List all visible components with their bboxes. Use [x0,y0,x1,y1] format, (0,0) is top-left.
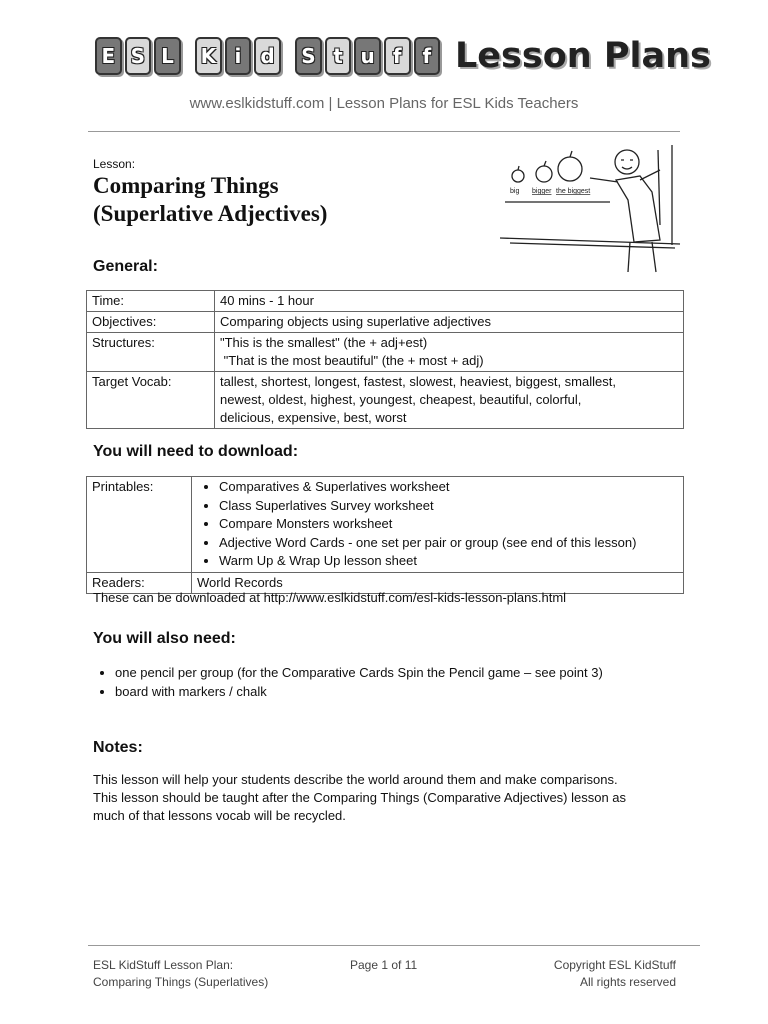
row-label: Structures: [87,333,215,372]
logo-tile: f [414,37,441,75]
list-item: • Warm Up & Wrap Up lesson sheet [219,552,678,571]
download-heading: You will need to download: [93,443,299,460]
row-label: Readers: [87,572,192,593]
footer-divider [88,945,700,946]
row-value [215,333,684,372]
row-line: 40 mins - 1 hour [220,293,314,308]
also-need-heading: You will also need: [93,630,236,647]
logo-tile: t [325,37,352,75]
printables-list [197,478,678,571]
table-row [87,291,684,312]
brand-title: Lesson Plans [455,36,711,76]
lesson-title-line: Comparing Things [93,173,279,198]
illustration-label: the biggest [556,188,591,195]
lesson-label: Lesson: [93,157,136,171]
lesson-title-line: (Superlative Adjectives) [93,201,328,226]
row-label: Objectives: [87,312,215,333]
logo-tile: d [254,37,281,75]
general-heading: General: [93,258,158,275]
logo-tile: i [225,37,252,75]
big-apple-icon [558,157,582,181]
page-number: Page 1 of 11 [350,958,418,972]
logo-tile: L [154,37,181,75]
row-value [215,372,684,429]
row-value: World Records [192,572,684,593]
footer-line: Copyright ESL KidStuff [553,958,676,972]
list-item: • board with markers / chalk [115,683,715,702]
notes-line: This lesson will help your students describe the world around them and make comparisons. [93,772,618,787]
list-item: • Compare Monsters worksheet [219,515,678,534]
footer-line: Comparing Things (Superlatives) [93,975,269,989]
lesson-title [93,172,327,228]
logo-tile: S [125,37,152,75]
row-value [215,312,684,333]
teacher-illustration [500,140,685,275]
notes-line: much of that lessons vocab will be recycled. [93,808,346,823]
small-apple-icon [512,170,524,182]
teacher-head-icon [615,150,639,174]
footer-line: All rights reserved [579,975,676,989]
also-need-list [93,664,715,701]
logo-tile: S [295,37,322,75]
footer-line: ESL KidStuff Lesson Plan: [93,958,234,972]
site-line: www.eslkidstuff.com | Lesson Plans for ESL Kids Teachers [189,95,579,112]
list-item: • Adjective Word Cards - one set per pair or group (see end of this lesson) [219,534,678,553]
download-table [86,476,684,594]
row-line: Comparing objects using superlative adjectives [220,314,491,329]
logo-tile: E [95,37,122,75]
row-line: delicious, expensive, best, worst [220,410,407,425]
row-line: tallest, shortest, longest, fastest, slowest, heaviest, biggest, smallest, [220,374,616,389]
table-row [87,372,684,429]
illustration-label: bigger [532,188,552,195]
download-note: These can be downloaded at http://www.eslkidstuff.com/esl-kids-lesson-plans.html [93,590,567,605]
footer-left [93,957,268,991]
row-label: Target Vocab: [87,372,215,429]
table-row [87,312,684,333]
notes-body [93,771,693,825]
medium-apple-icon [536,166,552,182]
illustration-label: big [510,188,520,195]
general-table [86,290,684,429]
list-item: • one pencil per group (for the Comparative Cards Spin the Pencil game – see point 3) [115,664,715,683]
header-divider [88,131,680,132]
row-line: newest, oldest, highest, youngest, cheapest, beautiful, colorful, [220,392,582,407]
footer-right [554,957,676,991]
list-item: • Comparatives & Superlatives worksheet [219,478,678,497]
list-item: • Class Superlatives Survey worksheet [219,497,678,516]
row-line: "That is the most beautiful" (the + most + adj) [220,353,484,368]
row-line: "This is the smallest" (the + adj+est) [220,335,428,350]
table-row [87,333,684,372]
logo-tile: f [384,37,411,75]
notes-line: This lesson should be taught after the Comparing Things (Comparative Adjectives) lesson as [93,790,627,805]
table-row [87,477,684,573]
notes-heading: Notes: [93,739,143,756]
row-label: Printables: [87,477,192,573]
printables-list-cell [192,477,684,573]
logo-tile: K [195,37,222,75]
row-label: Time: [87,291,215,312]
eslkidstuff-logo [95,30,440,82]
logo-tile: u [354,37,381,75]
row-value [215,291,684,312]
